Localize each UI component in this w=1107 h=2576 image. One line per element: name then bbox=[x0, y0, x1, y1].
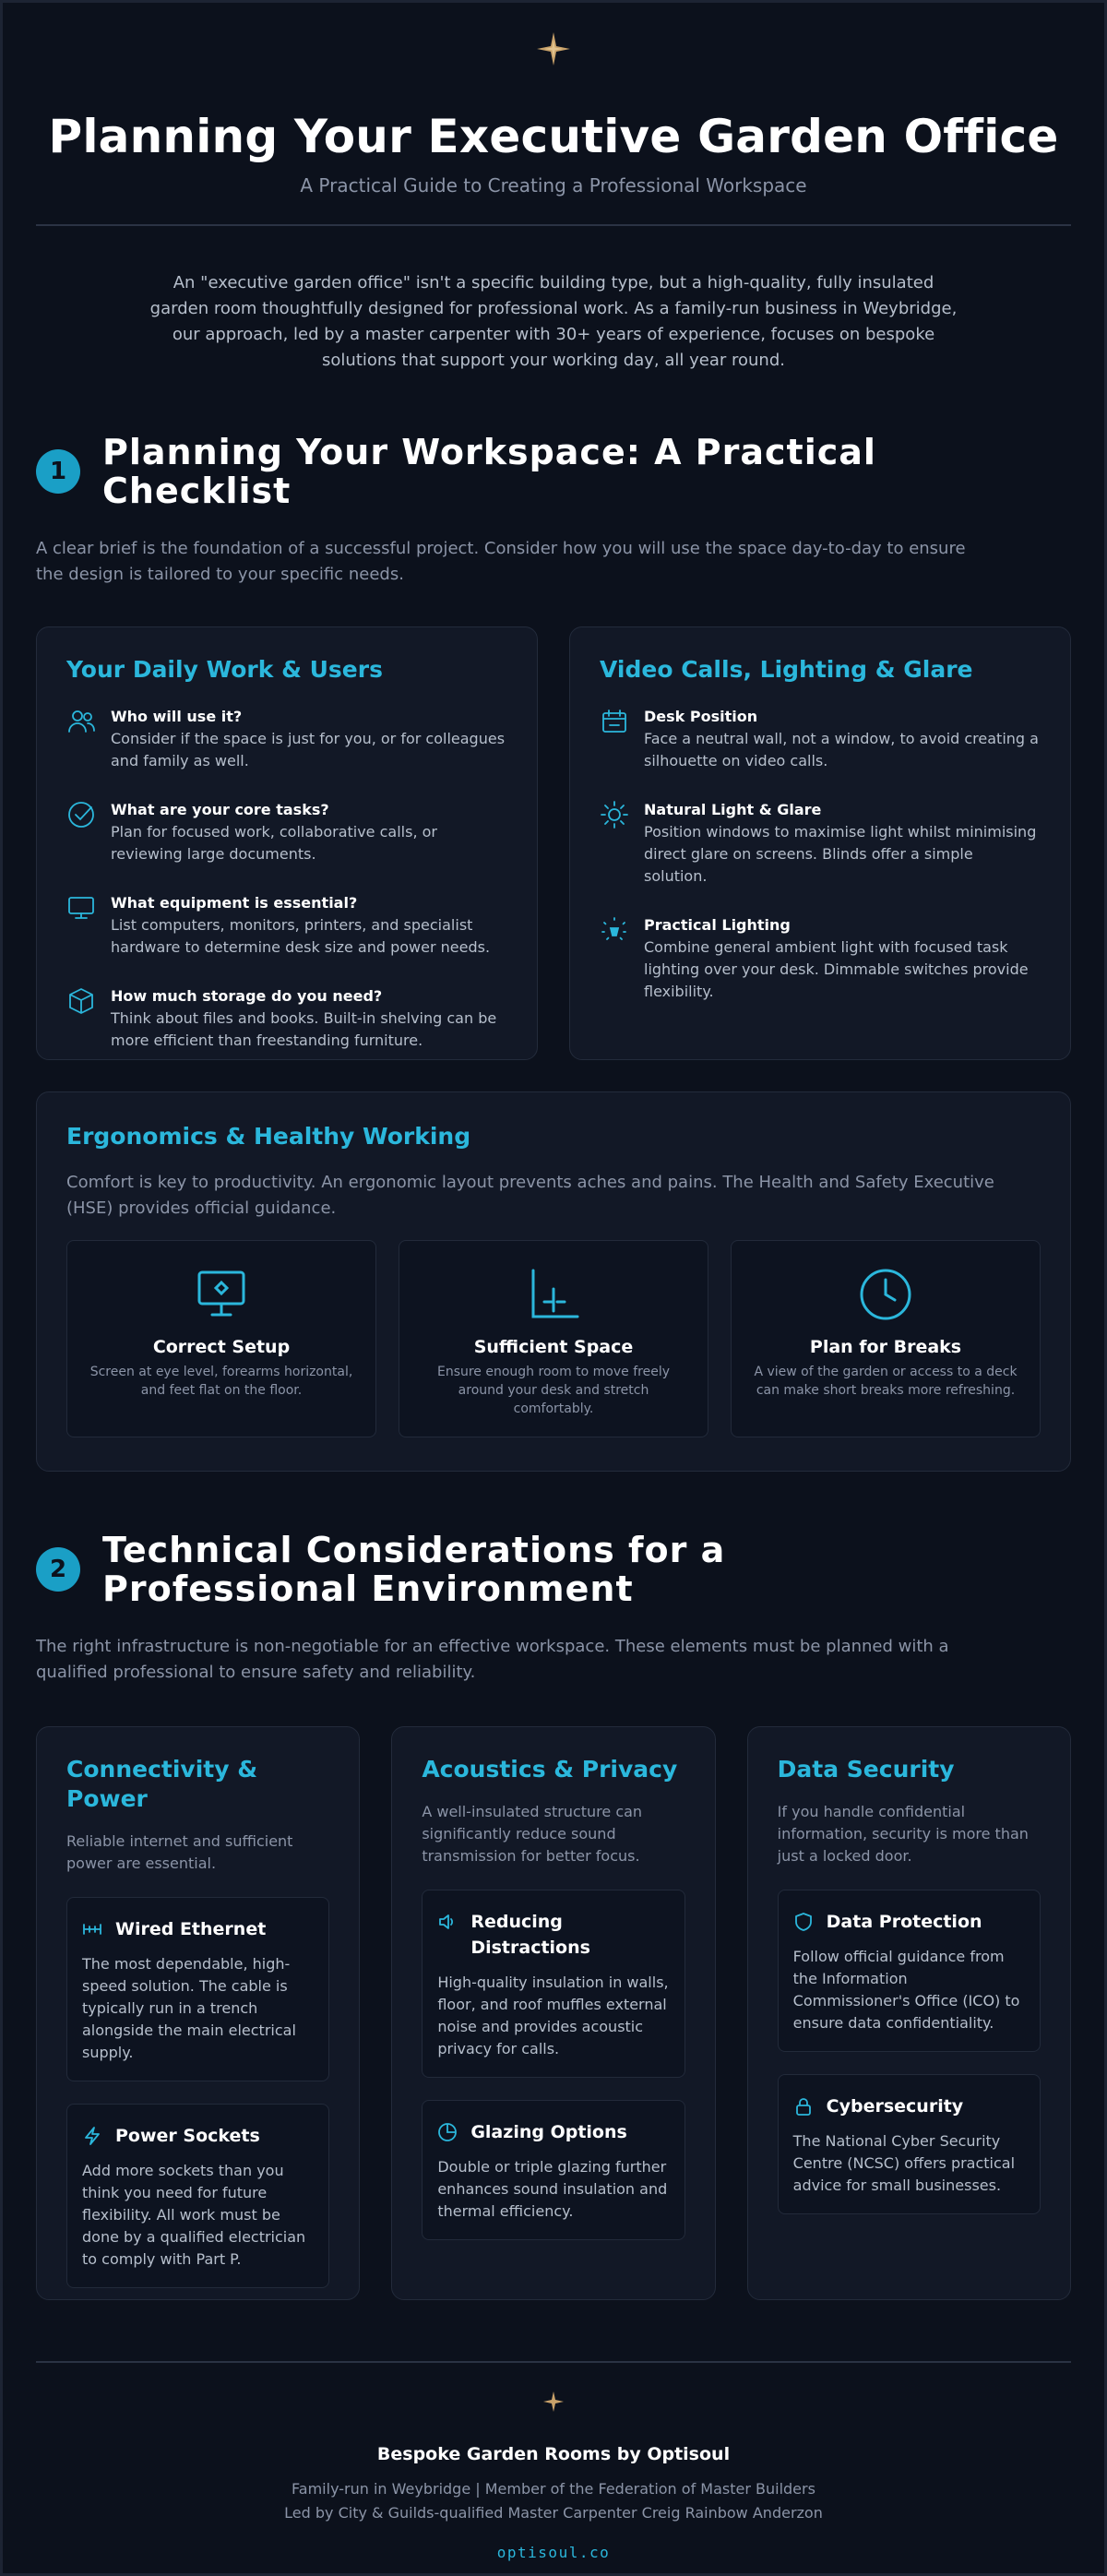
page-header bbox=[36, 3, 1071, 374]
speaker-icon bbox=[437, 1912, 458, 1932]
ergonomics-grid bbox=[66, 1240, 1041, 1437]
card-video-calls bbox=[569, 626, 1071, 1060]
checklist bbox=[600, 707, 1041, 1003]
card-acoustics bbox=[391, 1726, 715, 2300]
item-text: Combine general ambient light with focused task lighting over your desk. Dimmable switches provide flexibility. bbox=[644, 938, 1029, 1000]
list-item bbox=[66, 707, 507, 772]
item-title: Who will use it? bbox=[111, 708, 243, 725]
sub-card-cybersecurity bbox=[778, 2074, 1041, 2214]
sub-card-data-protection bbox=[778, 1890, 1041, 2052]
ergo-box-space bbox=[399, 1240, 708, 1437]
screen-setup-icon bbox=[194, 1267, 249, 1322]
checklist bbox=[66, 707, 507, 1052]
sub-card-title: Wired Ethernet bbox=[115, 1919, 267, 1939]
sub-card-title: Cybersecurity bbox=[826, 2096, 964, 2117]
item-text: Consider if the space is just for you, or for colleagues and family as well. bbox=[111, 730, 506, 769]
card-connectivity bbox=[36, 1726, 360, 2300]
section-lead: A clear brief is the foundation of a successful project. Consider how you will use the space day-to-day to ensure the design is tailored to your specific needs. bbox=[36, 539, 966, 584]
item-text: Position windows to maximise light whilst minimising direct glare on screens. Blinds offer a simple solution. bbox=[644, 823, 1037, 885]
page-footer bbox=[36, 2361, 1071, 2561]
section-number: 1 bbox=[36, 449, 80, 494]
card-lead: Comfort is key to productivity. An ergonomic layout prevents aches and pains. The Health and Safety Executive (HSE) provides official guidance. bbox=[66, 1173, 994, 1218]
sun-icon bbox=[600, 800, 631, 831]
ergo-box-text: A view of the garden or access to a deck can make short breaks more refreshing. bbox=[754, 1365, 1018, 1398]
page-title: Planning Your Executive Garden Office bbox=[48, 110, 1059, 163]
space-icon bbox=[526, 1267, 581, 1322]
card-title: Video Calls, Lighting & Glare bbox=[600, 656, 973, 683]
section-technical bbox=[36, 1531, 1071, 2300]
item-title: Practical Lighting bbox=[644, 916, 791, 934]
sub-card-text: The most dependable, high-speed solution. The cable is typically run in a trench alongside the main electrical supply. bbox=[82, 1955, 296, 2061]
sub-card-header bbox=[437, 1909, 669, 1961]
section-number: 2 bbox=[36, 1547, 80, 1592]
section-planning bbox=[36, 433, 1071, 1472]
list-item bbox=[600, 915, 1041, 1003]
item-text: List computers, monitors, printers, and specialist hardware to determine desk size and power needs. bbox=[111, 916, 491, 956]
sub-card-title: Power Sockets bbox=[115, 2126, 260, 2146]
sub-card-text: High-quality insulation in walls, floor, and roof muffles external noise and provides acoustic privacy for calls. bbox=[437, 1974, 669, 2057]
sub-card-text: Add more sockets than you think you need for future flexibility. All work must be done by a qualified electrician to comply with Part P. bbox=[82, 2162, 306, 2268]
ergo-box-setup bbox=[66, 1240, 376, 1437]
technical-cards bbox=[36, 1726, 1071, 2300]
sub-card-header bbox=[82, 2123, 314, 2149]
section-title: Technical Considerations for a Professional Environment bbox=[102, 1530, 726, 1609]
item-title: Natural Light & Glare bbox=[644, 801, 822, 818]
users-icon bbox=[66, 707, 98, 738]
clock-icon bbox=[858, 1267, 913, 1322]
sub-card-ethernet bbox=[66, 1897, 329, 2081]
check-circle-icon bbox=[66, 800, 98, 831]
ergo-box-title: Plan for Breaks bbox=[809, 1337, 962, 1357]
lock-icon bbox=[793, 2096, 814, 2117]
item-text: Face a neutral wall, not a window, to avoid creating a silhouette on video calls. bbox=[644, 730, 1039, 769]
sub-card-text: Follow official guidance from the Information Commissioner's Office (ICO) to ensure data confidentiality. bbox=[792, 1948, 1020, 2032]
card-title: Acoustics & Privacy bbox=[422, 1756, 678, 1783]
lightning-icon bbox=[82, 2126, 102, 2146]
item-title: How much storage do you need? bbox=[111, 987, 383, 1005]
card-title: Your Daily Work & Users bbox=[66, 656, 383, 683]
ergo-box-text: Screen at eye level, forearms horizontal, and feet flat on the floor. bbox=[89, 1365, 353, 1398]
list-item bbox=[600, 707, 1041, 772]
footer-line: Led by City & Guilds-qualified Master Carpenter Creig Rainbow Anderzon bbox=[284, 2504, 823, 2522]
list-item bbox=[66, 893, 507, 959]
shield-icon bbox=[793, 1912, 814, 1932]
card-title: Data Security bbox=[777, 1756, 955, 1783]
page-subtitle: A Practical Guide to Creating a Professional Workspace bbox=[300, 174, 807, 197]
footer-brand: Bespoke Garden Rooms by Optisoul bbox=[376, 2444, 731, 2464]
list-item bbox=[66, 986, 507, 1052]
sub-card-glazing bbox=[422, 2100, 684, 2240]
pie-icon bbox=[437, 2122, 458, 2142]
card-data-security bbox=[747, 1726, 1071, 2300]
sub-card-title: Data Protection bbox=[826, 1912, 982, 1932]
sub-card-header bbox=[437, 2119, 669, 2145]
section-lead: The right infrastructure is non-negotiable for an effective workspace. These elements must be planned with a qualified professional to ensure safety and reliability. bbox=[36, 1637, 949, 1682]
ergo-box-breaks bbox=[731, 1240, 1041, 1437]
sub-card-distractions bbox=[422, 1890, 684, 2078]
lamp-icon bbox=[600, 915, 631, 947]
card-daily-work bbox=[36, 626, 538, 1060]
sub-card-header bbox=[793, 2093, 1025, 2119]
monitor-icon bbox=[66, 893, 98, 924]
section-title: Planning Your Workspace: A Practical Checklist bbox=[102, 432, 876, 511]
item-title: What equipment is essential? bbox=[111, 894, 358, 912]
sub-card-header bbox=[793, 1909, 1025, 1935]
card-title: Connectivity & Power bbox=[66, 1756, 258, 1812]
item-text: Plan for focused work, collaborative calls, or reviewing large documents. bbox=[111, 823, 437, 863]
section-header bbox=[36, 1531, 1071, 1608]
logo-mark bbox=[36, 69, 1071, 82]
sub-card-text: The National Cyber Security Centre (NCSC) offers practical advice for small businesses. bbox=[792, 2132, 1016, 2194]
card-lead: Reliable internet and sufficient power are essential. bbox=[66, 1832, 293, 1872]
sub-card-title: Reducing Distractions bbox=[470, 1912, 590, 1958]
sub-card-header bbox=[82, 1916, 314, 1942]
item-text: Think about files and books. Built-in shelving can be more efficient than freestanding furniture. bbox=[111, 1009, 497, 1049]
ethernet-icon bbox=[82, 1919, 102, 1939]
checklist-cards bbox=[36, 626, 1071, 1060]
ergo-box-title: Sufficient Space bbox=[473, 1337, 634, 1357]
ergo-box-text: Ensure enough room to move freely around your desk and stretch comfortably. bbox=[436, 1365, 671, 1416]
compass-star-icon bbox=[535, 30, 572, 67]
sub-card-power bbox=[66, 2104, 329, 2288]
card-lead: If you handle confidential information, security is more than just a locked door. bbox=[777, 1803, 1029, 1865]
card-ergonomics bbox=[36, 1091, 1071, 1472]
item-title: What are your core tasks? bbox=[111, 801, 329, 818]
compass-star-icon bbox=[542, 2391, 565, 2413]
list-item bbox=[66, 800, 507, 865]
intro-text: An "executive garden office" isn't a specific building type, but a high-quality, fully insulated garden room thoughtfully designed for professional work. As a family-run business in Weybridge, our approach, led by a master carpenter with 30+ years of experience, focuses on bespoke solutions that support your working day, all year round. bbox=[149, 273, 958, 370]
section-header bbox=[36, 433, 1071, 510]
sub-card-title: Glazing Options bbox=[470, 2122, 627, 2142]
card-lead: A well-insulated structure can significantly reduce sound transmission for better focus. bbox=[422, 1803, 643, 1865]
box-icon bbox=[66, 986, 98, 1018]
item-title: Desk Position bbox=[644, 708, 758, 725]
list-item bbox=[600, 800, 1041, 888]
divider bbox=[36, 224, 1071, 226]
footer-line: Family-run in Weybridge | Member of the Federation of Master Builders bbox=[292, 2480, 815, 2498]
ergo-box-title: Correct Setup bbox=[152, 1337, 291, 1357]
website-link[interactable]: optisoul.co bbox=[496, 2544, 611, 2561]
card-title: Ergonomics & Healthy Working bbox=[66, 1123, 471, 1150]
sub-card-text: Double or triple glazing further enhances sound insulation and thermal efficiency. bbox=[437, 2158, 668, 2220]
webcam-icon bbox=[600, 707, 631, 738]
